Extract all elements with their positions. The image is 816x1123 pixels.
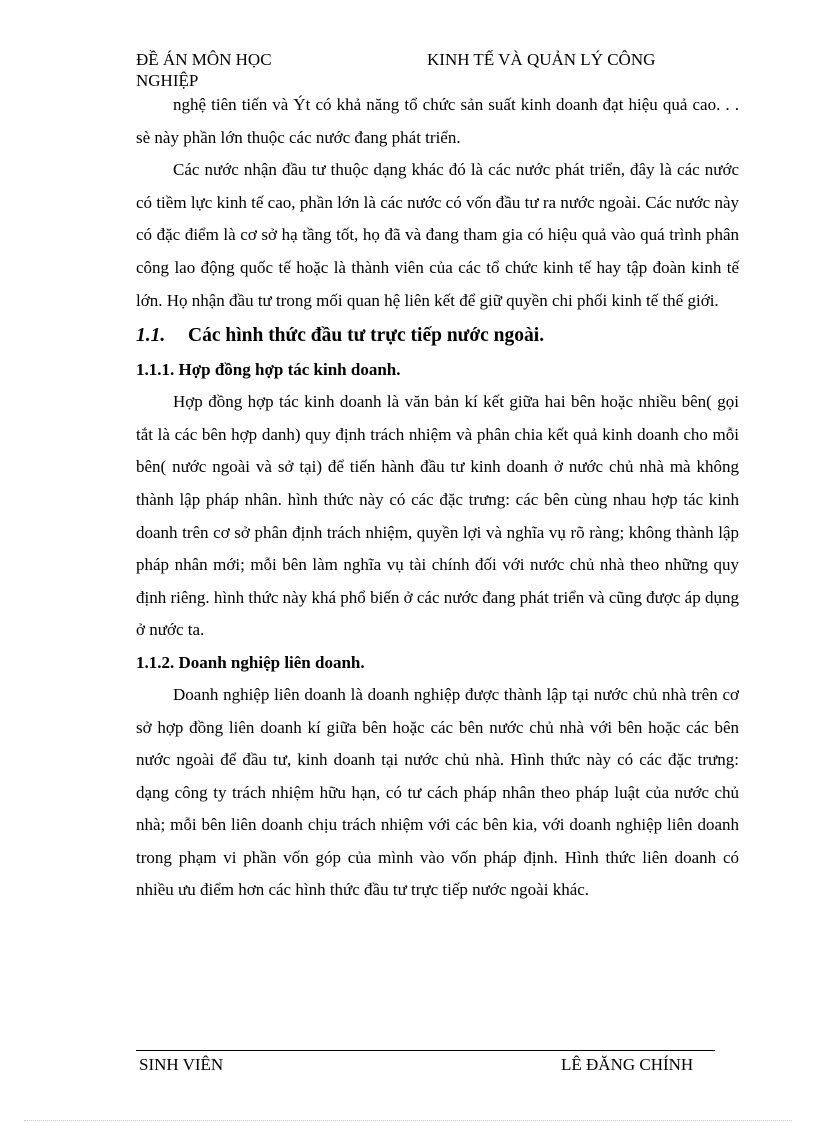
page-bottom-border bbox=[24, 1120, 792, 1121]
paragraph-joint-venture: Doanh nghiệp liên doanh là doanh nghiệp được thành lập tại nước chủ nhà trên cơ sở hợp đồng liên doanh kí giữa bên hoặc các bên nước chủ nhà với bên hoặc các bên nước ngoài để đầu tư, kinh doanh tại nước chủ nhà. Hình thức này có các đặc trưng: dạng công ty trách nhiệm hữu hạn, có tư cách pháp nhân theo pháp luật của nước chủ nhà; mỗi bên liên doanh chịu trách nhiệm với các bên kia, với doanh nghiệp liên doanh trong phạm vi phần vốn góp của mình vào vốn pháp định. Hình thức liên doanh có nhiều ưu điểm hơn các hình thức đầu tư trực tiếp nước ngoài khác. bbox=[136, 684, 739, 900]
paragraph-business-cooperation-contract: Hợp đồng hợp tác kinh doanh là văn bản kí kết giữa hai bên hoặc nhiều bên( gọi tắt là các bên hợp danh) quy định trách nhiệm và phân chia kết quả kinh doanh cho mỗi bên( nước ngoài và sở tại) để tiến hành đầu tư kinh doanh ở nước chủ nhà mà không thành lập pháp nhân. hình thức này có các đặc trưng: các bên cùng nhau hợp tác kinh doanh trên cơ sở phân định trách nhiệm, quyền lợi và nghĩa vụ rõ ràng; không thành lập pháp nhân mới; mỗi bên làm nghĩa vụ tài chính đối với nước chủ nhà theo những quy định riêng. hình thức này khá phổ biến ở các nước đang phát triển và cũng được áp dụng ở nước ta. bbox=[136, 392, 739, 640]
section-heading-1-1 bbox=[136, 319, 739, 353]
footer-author-name: LÊ ĐĂNG CHÍNH bbox=[561, 1055, 694, 1074]
subsection-heading-1-1-2: 1.1.2. Doanh nghiệp liên doanh. bbox=[136, 652, 365, 672]
paragraph-continued: nghệ tiên tiến và Ýt có khả năng tổ chức sản suất kinh doanh đạt hiệu quả cao. . . sè này phần lớn thuộc các nước đang phát triển. bbox=[136, 95, 739, 147]
footer-divider bbox=[136, 1050, 715, 1051]
header-subject-title: KINH TẾ VÀ QUẢN LÝ CÔNG bbox=[427, 50, 656, 69]
document-body bbox=[136, 89, 739, 907]
header-subject-title-continued: NGHIỆP bbox=[136, 71, 199, 90]
header-course-title: ĐỀ ÁN MÔN HỌC bbox=[136, 50, 272, 69]
paragraph-developed-countries: Các nước nhận đầu tư thuộc dạng khác đó là các nước phát triển, đây là các nước có tiềm lực kinh tế cao, phần lớn là các nước có vốn đầu tư ra nước ngoài. Các nước này có đặc điểm là cơ sở hạ tầng tốt, họ đã và đang tham gia có hiệu quả vào quá trình phân công lao động quốc tế hoặc là thành viên của các tổ chức kinh tế hay tập đoàn kinh tế lớn. Họ nhận đầu tư trong mối quan hệ liên kết để giữ quyền chi phối kinh tế thế giới. bbox=[136, 160, 739, 310]
section-number: 1.1. bbox=[136, 325, 166, 347]
footer-student-label: SINH VIÊN bbox=[139, 1055, 224, 1074]
section-heading-text: Các hình thức đầu tư trực tiếp nước ngoài. bbox=[188, 325, 545, 347]
subsection-heading-1-1-1: 1.1.1. Hợp đồng hợp tác kinh doanh. bbox=[136, 360, 401, 380]
